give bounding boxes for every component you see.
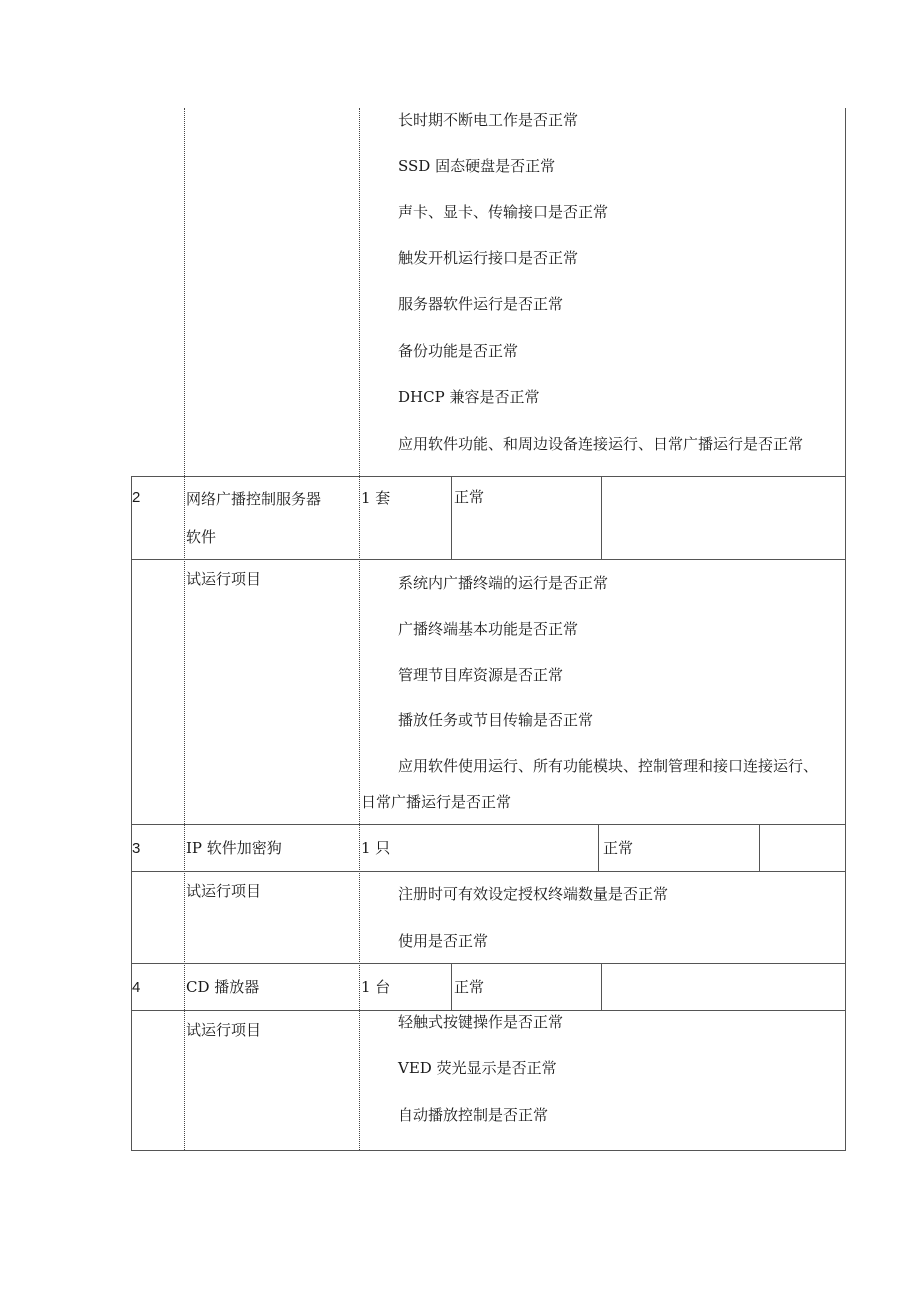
table-cell-divider <box>759 824 760 871</box>
trial-label: 试运行项目 <box>186 570 262 588</box>
table-cell-divider <box>451 476 452 559</box>
check-item: 播放任务或节目传输是否正常 <box>398 711 594 729</box>
table-row-rule <box>131 871 846 872</box>
item-status: 正常 <box>603 839 634 857</box>
row-number: 3 <box>132 840 141 857</box>
check-item: 轻触式按键操作是否正常 <box>398 1013 564 1031</box>
check-item: 管理节目库资源是否正常 <box>398 666 564 684</box>
table-col-divider-qty <box>359 108 360 1150</box>
check-item: 触发开机运行接口是否正常 <box>398 249 579 267</box>
row-number: 2 <box>132 489 141 506</box>
check-item: VED 荧光显示是否正常 <box>398 1059 557 1077</box>
item-name: 网络广播控制服务器 <box>186 490 322 508</box>
check-item: 长时期不断电工作是否正常 <box>398 111 579 129</box>
check-item: 系统内广播终端的运行是否正常 <box>398 574 609 592</box>
table-row-rule <box>131 476 846 477</box>
check-item: 应用软件功能、和周边设备连接运行、日常广播运行是否正常 <box>398 435 804 453</box>
table-row-rule <box>131 963 846 964</box>
check-item: 注册时可有效设定授权终端数量是否正常 <box>398 885 669 903</box>
check-item: 广播终端基本功能是否正常 <box>398 620 579 638</box>
trial-label: 试运行项目 <box>186 882 262 900</box>
item-name: IP 软件加密狗 <box>186 839 282 857</box>
table-col-divider-name <box>184 108 185 1150</box>
item-quantity: 1 只 <box>361 839 391 857</box>
item-name: 软件 <box>186 528 217 546</box>
table-cell-divider <box>601 476 602 559</box>
item-status: 正常 <box>454 978 485 996</box>
item-status: 正常 <box>454 488 485 506</box>
check-item: 自动播放控制是否正常 <box>398 1106 549 1124</box>
item-name: CD 播放器 <box>186 978 260 996</box>
table-cell-divider <box>598 824 599 871</box>
table-row-rule <box>131 1010 846 1011</box>
table-border-left <box>131 476 132 1150</box>
check-item: 日常广播运行是否正常 <box>361 793 512 811</box>
table-cell-divider <box>601 963 602 1010</box>
table-row-rule <box>131 824 846 825</box>
check-item: 使用是否正常 <box>398 932 489 950</box>
table-row-rule <box>131 559 846 560</box>
check-item: SSD 固态硬盘是否正常 <box>398 157 556 175</box>
row-number: 4 <box>132 979 141 996</box>
item-quantity: 1 套 <box>361 489 391 507</box>
check-item: DHCP 兼容是否正常 <box>398 388 540 406</box>
table-border-bottom <box>131 1150 846 1151</box>
table-border-right <box>845 108 846 1150</box>
check-item: 应用软件使用运行、所有功能模块、控制管理和接口连接运行、 <box>398 757 819 775</box>
trial-label: 试运行项目 <box>186 1021 262 1039</box>
check-item: 服务器软件运行是否正常 <box>398 295 564 313</box>
table-cell-divider <box>451 963 452 1010</box>
check-item: 备份功能是否正常 <box>398 342 519 360</box>
item-quantity: 1 台 <box>361 978 391 996</box>
check-item: 声卡、显卡、传输接口是否正常 <box>398 203 609 221</box>
